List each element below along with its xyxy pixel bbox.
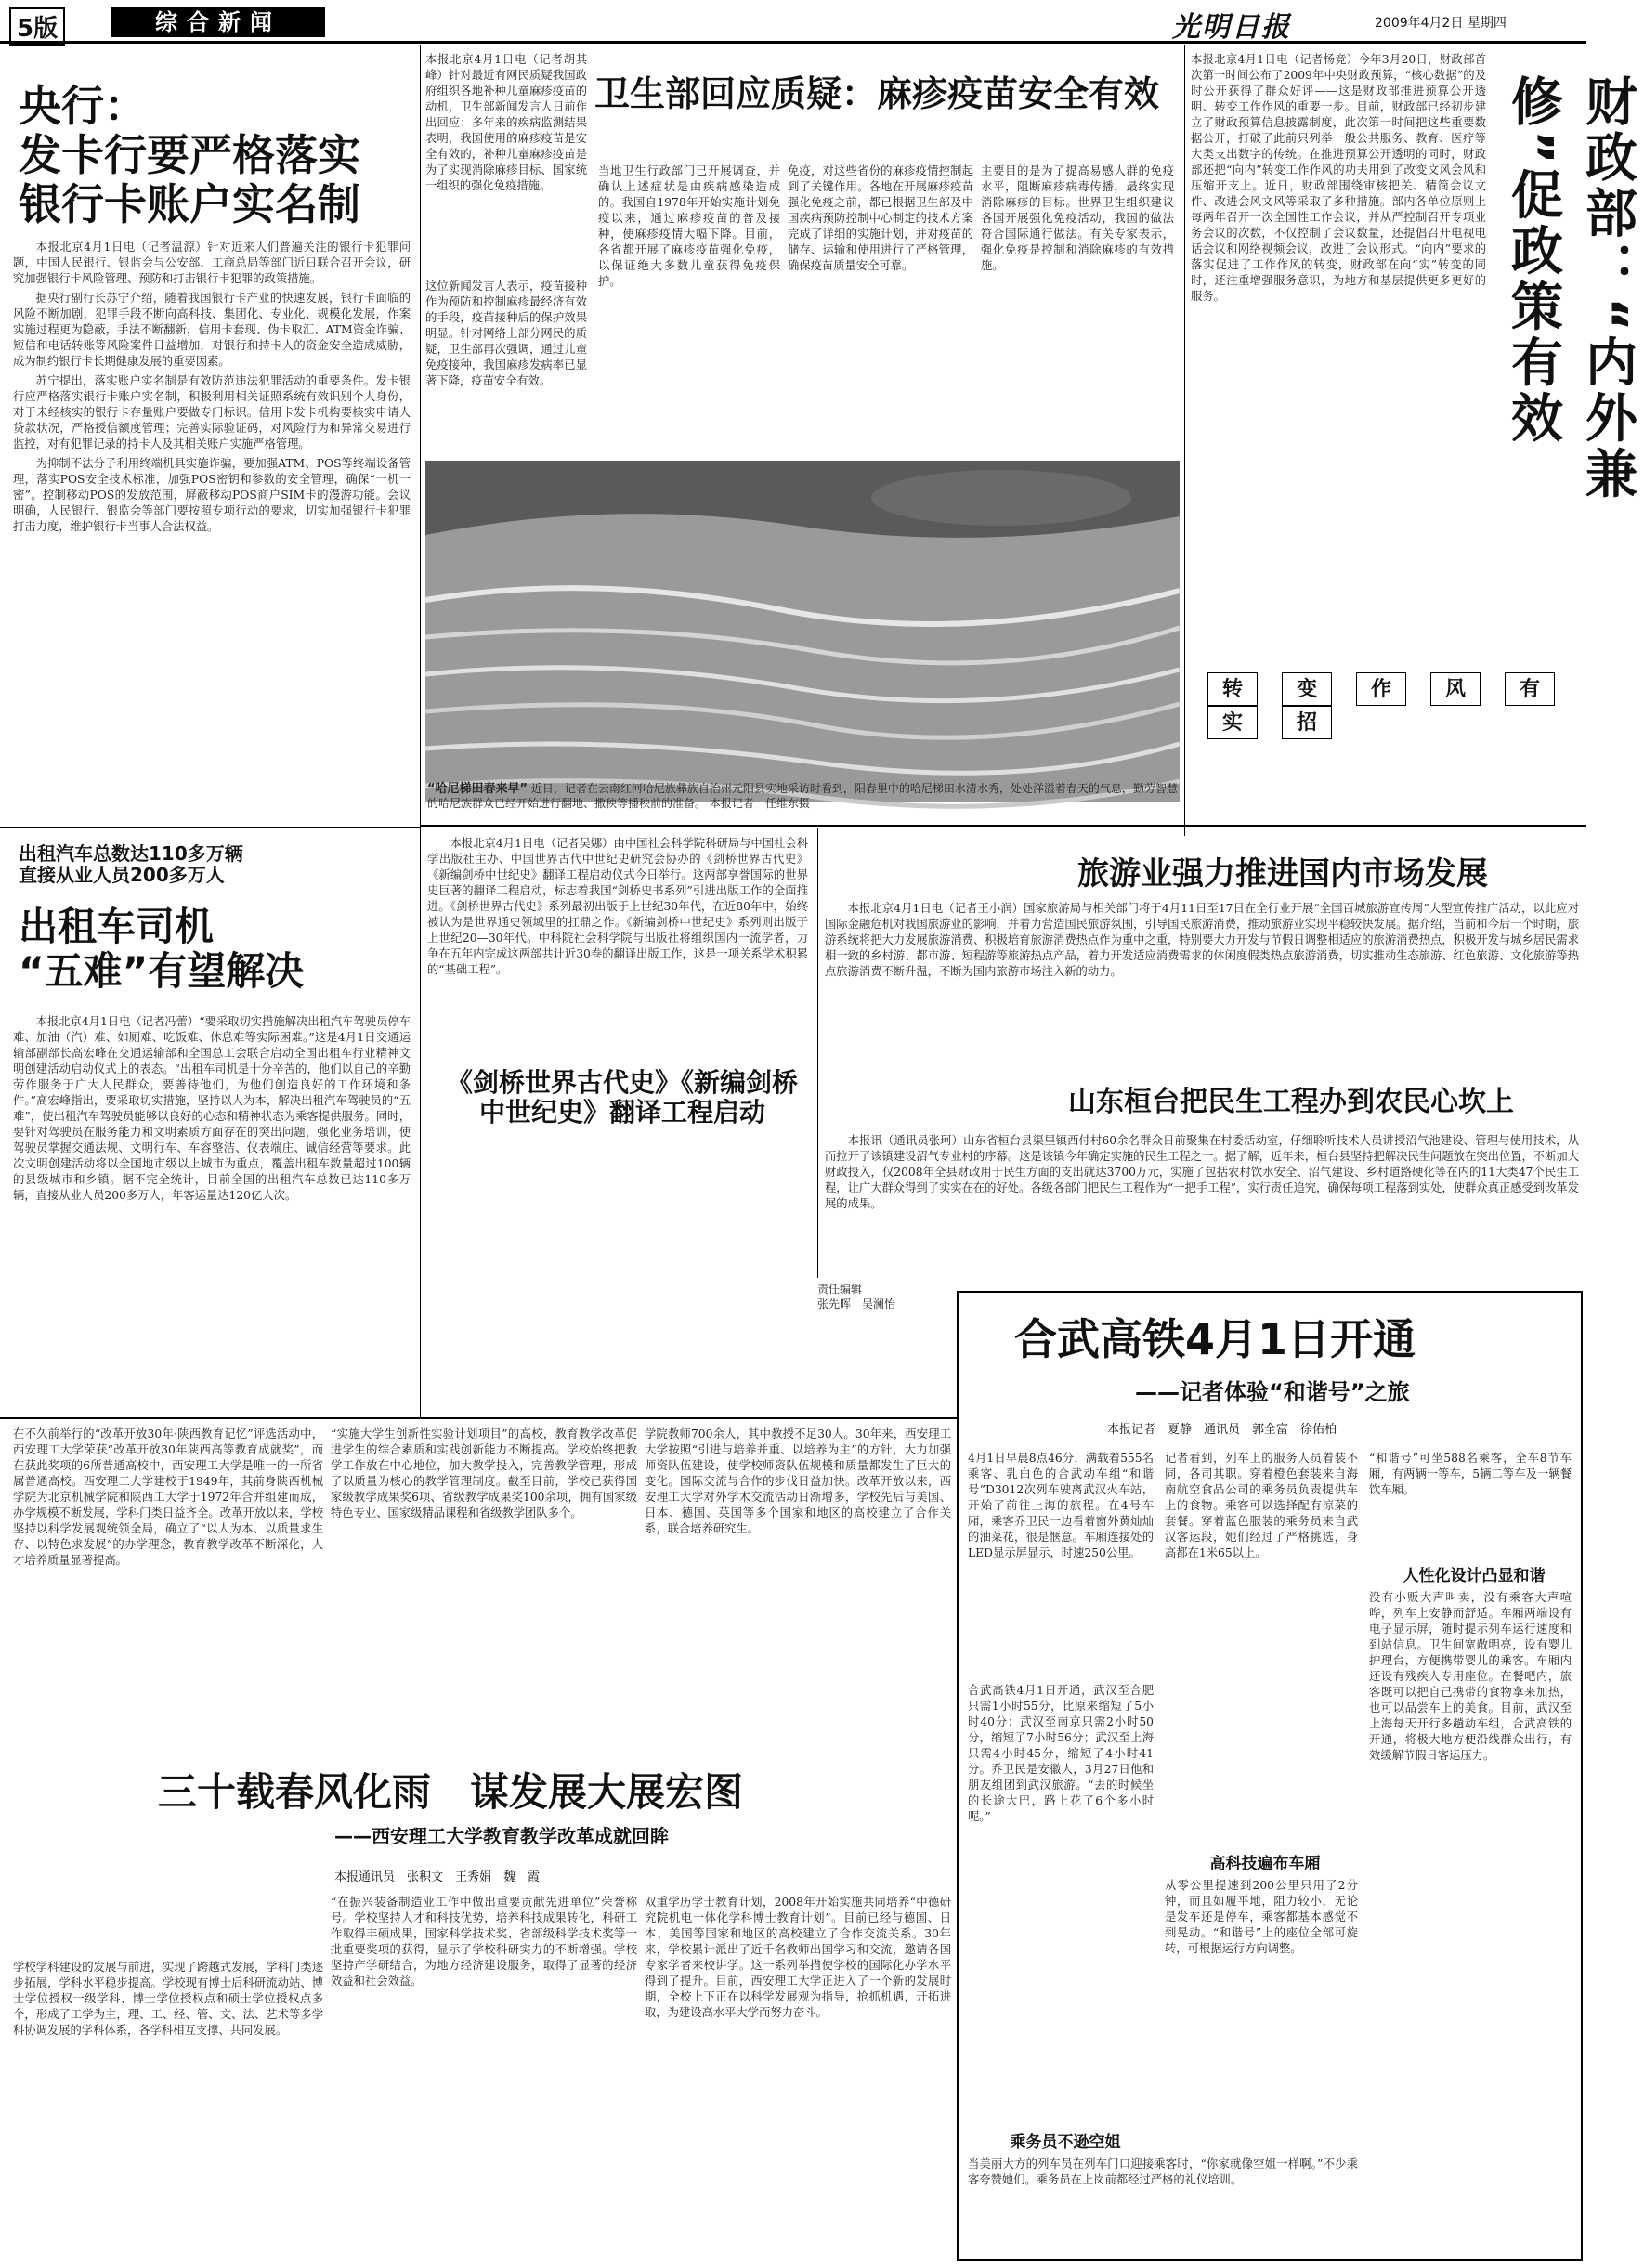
vertical-headline: 财政部：“内外兼修”促政策有效 xyxy=(1503,74,1637,502)
column-rule xyxy=(817,828,818,1278)
article-column: “和谐号”可坐588名乘客，全车8节车厢，有两辆一等车，5辆二等车及一辆餐饮车厢。 xyxy=(1369,1452,1572,1496)
section-subhead: 人性化设计凸显和谐 xyxy=(1403,1567,1546,1585)
tag-char: 作 xyxy=(1356,672,1406,706)
dateline xyxy=(1375,13,1507,32)
tag-char: 实 xyxy=(1207,706,1258,739)
subheadline: ——西安理工大学教育教学改革成就回眸 xyxy=(334,1825,669,1847)
terraced-fields-image xyxy=(425,461,1180,802)
tag-char: 变 xyxy=(1282,672,1332,706)
article-body: 本报北京4月1日电（记者冯蕾）“要采取切实措施解决出租汽车驾驶员停车难、加油（汽）难、如厕难、吃饭难、休息难等实际困难。”这是4月1日交通运输部副部长高宏峰在交通运输部和全国总工会联合启动全国出租车行业精神文明创建活动启动仪式上的表态。“出租车司机是十分辛苦的，他们以自己的辛勤劳作服务于广大人民群众，要善待他们，为他们创造良好的工作环境和条件。”高宏峰指出，要采取切实措施，坚持以人为本，解决出租汽车驾驶员的“五难”，使出租汽车驾驶员能够以良好的心态和精神状态为乘客提供服务。同时，要针对驾驶员在服务能力和文明素质方面存在的突出问题，强化业务培训，使驾驶员掌握交通法规、文明行车、车容整洁、仪表端庄、诚信经营等要求。此次文明创建活动将以全国地市级以上城市为重点，覆盖出租车数量超过100辆的县级城市和乡镇。据不完全统计，目前全国的出租汽车总数已达110多万辆，直接从业人员200多万人，年客运量达120亿人次。 xyxy=(13,1015,411,1202)
headline: 旅游业强力推进国内市场发展 xyxy=(1077,855,1488,893)
article-column: “在振兴装备制造业工作中做出重要贡献先进单位”荣誉称号。学校坚持人才和科技优势，培养科技成果转化，科研工作取得丰硕成果，国家科学技术奖、省部级科学技术奖等一批重要奖项的获得，显示了学校科研实力的不断增强。学校坚持产学研结合，为地方经济建设服务，取得了显著的经济效益和社会效益。 xyxy=(331,1896,637,1988)
article-column: 当地卫生行政部门已开展调查，并确认上述症状是由疾病感染造成的。我国自1978年开始实施计划免疫以来，通过麻疹疫苗的普及接种，使麻疹疫情大幅下降。目前，各省都开展了麻疹疫苗强化免疫，以保证绝大多数儿童获得免疫保护。 xyxy=(598,164,780,288)
editor-credit xyxy=(817,1282,947,1311)
date: 2009年4月2日 xyxy=(1375,16,1464,31)
kicker xyxy=(19,843,409,886)
headline-line: 银行卡账户实名制 xyxy=(19,178,360,229)
section-subhead: 乘务员不逊空姐 xyxy=(1010,2133,1121,2152)
paragraph: 据央行副行长苏宁介绍，随着我国银行卡产业的快速发展，银行卡面临的风险不断加剧，犯罪手段不断向高科技、集团化、专业化、规模化发展，作案实施过程更为隐蔽，手法不断翻新，信用卡套现、伪卡取汇、ATM资金诈骗、短信和电话转账等风险案件日益增加，对银行和持卡人的资金安全造成威胁，成为制约银行卡长期健康发展的重要因素。 xyxy=(13,292,411,368)
newspaper-logo: 光明日报 xyxy=(1172,11,1291,44)
tag-char: 风 xyxy=(1430,672,1481,706)
tag-char: 有 xyxy=(1505,672,1555,706)
column-rule xyxy=(1184,45,1185,836)
paragraph: 苏宁提出，落实账户实名制是有效防范违法犯罪活动的重要条件。发卡银行应严格落实银行卡账户实名制，积极利用相关证照系统有效识别个人身份，对于未经核实的银行卡存量账户要做专门标识。信用卡发卡机构要核实申请人贷款状况，严格授信额度管理；完善实际验证码，对风险行为和异常交易进行监控，对有犯罪记录的持卡人及其相关账户实施严格管理。 xyxy=(13,374,411,450)
headline-line: 央行： xyxy=(19,81,147,131)
section-rule xyxy=(420,825,1586,827)
byline: 本报记者 夏静 通讯员 郭全富 徐佑柏 xyxy=(1107,1423,1337,1437)
article-column: 学院教师700余人，其中教授不足30人。30年来，西安理工大学按照“引进与培养并重、以培养为主”的方针，大力加强师资队伍建设，使学校师资队伍规模和质量都发生了巨大的变化。国际交流与合作的步伐日益加快。改革开放以来，西安理工大学对外学术交流活动日渐增多，学校先后与美国、日本、德国、英国等多个国家和地区的高校建立了合作关系，联合培养研究生。 xyxy=(645,1427,951,1535)
article-body: 本报北京4月1日电（记者吴娜）由中国社会科学院科研局与中国社会科学出版社主办、中国世界古代中世纪史研究会协办的《剑桥世界古代史》《新编剑桥中世纪史》翻译工程启动仪式今日举行。这两部享誉国际的世界史巨著的翻译工程启动，标志着我国“剑桥史书系列”引进出版工作的全面推进。《剑桥世界古代史》系列最初出版于上世纪30年代，在近80年中，始终被认为是世界通史领域里的扛鼎之作。《新编剑桥中世纪史》系列则出版于上世纪20—30年代。中科院社会科学院与出版社将组织国内一流学者，力争在五年内完成这两部共计近30卷的翻译出版工作，这是一项关系学术积累的“基础工程”。 xyxy=(427,837,808,976)
article-column: 本报北京4月1日电（记者胡其峰）针对最近有网民质疑我国政府组织各地补种儿童麻疹疫苗的动机，卫生部新闻发言人日前作出回应：多年来的疾病监测结果表明，我国使用的麻疹疫苗是安全有效的，补种儿童麻疹疫苗是为了实现消除麻疹目标、国家统一组织的强化免疫措施。 xyxy=(425,53,587,192)
weekday: 星期四 xyxy=(1467,16,1507,31)
paragraph: 为抑制不法分子利用终端机具实施诈骗，要加强ATM、POS等终端设备管理，落实POS安全技术标准，加强POS密钥和参数的安全管理，确保“一机一密”。控制移动POS的发放范围，屏蔽移动POS商户SIM卡的漫游功能。会议明确，人民银行、银监会等部门要按照专项行动的要求，切实加强银行卡犯罪打击力度，维护银行卡当事人合法权益。 xyxy=(13,457,411,533)
headline: 山东桓台把民生工程办到农民心坎上 xyxy=(1068,1086,1514,1118)
headline: 合武高铁4月1日开通 xyxy=(1014,1314,1416,1364)
article-column: 从零公里提速到200公里只用了2分钟，而且如履平地，阻力较小，无论是发车还是停车，乘客都基本感觉不到晃动。“和谐号”上的座位全部可旋转，可根据运行方向调整。 xyxy=(1165,1879,1358,1955)
paragraph: 本报北京4月1日电（记者温源）针对近来人们普遍关注的银行卡犯罪问题，中国人民银行、银监会与公安部、工商总局等部门近日联合召开会议，研究加强银行卡风险管理、预防和打击银行卡犯罪的政策措施。 xyxy=(13,241,411,285)
section-rule xyxy=(0,1417,957,1419)
column-tag-strip xyxy=(1207,672,1579,739)
caption-text: 近日，记者在云南红河哈尼族彝族自治州元阳县实地采访时看到，阳春里中的哈尼梯田水清水秀，处处洋溢着春天的气息，勤劳智慧的哈尼族群众已经开始进行翻地、撒秧等播秧前的准备。 xyxy=(427,782,1178,810)
terrace-photo xyxy=(425,461,1180,802)
section-rule xyxy=(0,827,420,828)
tag-char: 招 xyxy=(1282,706,1332,739)
section-subhead: 高科技遍布车厢 xyxy=(1209,1855,1321,1873)
subheadline: ——记者体验“和谐号”之旅 xyxy=(1135,1379,1410,1405)
headline xyxy=(19,82,409,229)
article-body: 本报讯（通讯员张珂）山东省桓台县渠里镇西付村60余名群众日前聚集在村委活动室，仔细聆听技术人员讲授沼气池建设、管理与使用技术，从而拉开了该镇建设沼气专业村的序幕。这是该镇今年确定实施的民生工程之一。据了解，近年来，桓台县坚持把解决民生问题放在突出位置，不断加大财政投入，仅2008年全县财政用于民生方面的支出就达3700万元，实施了包括农村饮水安全、沼气建设、乡村道路硬化等在内的11大类47个民生工程，让广大群众得到了实实在在的好处。各级各部门把民生工程作为“一把手工程”，实行责任追究，确保每项工程落到实处，使群众真正感受到改革发展的成果。 xyxy=(825,1134,1579,1210)
article-column: 合武高铁4月1日开通，武汉至合肥只需1小时55分，比原来缩短了5小时40分；武汉至南京只需2小时50分，缩短了7小时56分；武汉至上海只需4小时45分，缩短了4小时41分。乔卫民是安徽人，3月27日他和朋友组团到武汉旅游。“去的时候坐的长途大巴，路上花了6个多小时呢。” xyxy=(968,1684,1154,1823)
headline-line: 发卡行要严格落实 xyxy=(19,129,360,180)
article-column: 当美丽大方的列车员在列车门口迎接乘客时，“你家就像空姐一样啊。”不少乘客夸赞她们。乘务员在上岗前都经过严格的礼仪培训。 xyxy=(968,2157,1358,2186)
edition-label: 5版 xyxy=(9,7,65,46)
headline-line: “五难”有望解决 xyxy=(19,948,305,995)
masthead xyxy=(0,0,1586,44)
headline: 《剑桥世界古代史》《新编剑桥中世纪史》翻译工程启动 xyxy=(446,1067,798,1128)
byline: 本报通讯员 张积文 王秀娟 魏 霞 xyxy=(334,1870,541,1884)
kicker-line: 出租汽车总数达110多万辆 xyxy=(19,842,243,865)
article-column: 双重学历学士教育计划，2008年开始实施共同培养“中德研究院机电一体化学科博士教育计划”。目前已经与德国、日本、美国等国家和地区的高校建立了合作交流关系。30年来，学校累计派出了近千名教师出国学习和交流，邀请各国专家学者来校讲学。这一系列举措使学校的国际化办学水平得到了提升。目前，西安理工大学正进入了一个新的发展时期，全校上下正在以科学发展观为指导，抢抓机遇，开拓进取，为建设高水平大学而努力奋斗。 xyxy=(645,1896,951,2019)
headline: 三十载春风化雨 谋发展大展宏图 xyxy=(158,1769,744,1815)
article-body: 本报北京4月1日电（记者杨竞）今年3月20日，财政部首次第一时间公布了2009年中央财政预算，“核心数据”的及时公开获得了群众好评——这是财政部推进预算公开透明、转变工作作风的重要一步。目前，财政部已经初步建立了财政预算信息披露制度，此次第一时间把这些重要数据公开，打破了此前只列举一般公共服务、教育、医疗等大类支出数字的传统。在推进预算公开透明的同时，财政部还把“向内”转变工作作风的功夫用到了改变文风会风和压缩开支上。近日，财政部围绕审核把关、精简会议文件、改进会风文风等采取了多种措施。部内各单位原则上每两年召开一次全国性工作会议，并从严控制召开专项业务会议的次数，不仅控制了会议数量，还提倡召开电视电话会议和网络视频会议，改进了会议形式。“向内”要求的落实促进了工作作风的转变，财政部在向“实”转变的同时，还注重增强服务意识，为地方和基层提供更多更好的服务。 xyxy=(1191,53,1486,303)
article-column: 这位新闻发言人表示，疫苗接种作为预防和控制麻疹最经济有效的手段，疫苗接种后的保护效果明显。针对网络上部分网民的质疑，卫生部再次强调，通过儿童免疫接种，我国麻疹发病率已显著下降，疫苗安全有效。 xyxy=(425,280,587,387)
photo-credit: 本报记者 任维东摄 xyxy=(709,797,810,810)
headline xyxy=(19,905,409,995)
article-column: 记者看到，列车上的服务人员着装不同，各司其职。穿着橙色套装来自海南航空食品公司的乘务员负责提供车上的食物。乘客可以选择配有凉菜的套餐。穿着蓝色服装的乘务员来自武汉客运段，她们经过了严格挑选，身高都在1米65以上。 xyxy=(1165,1452,1358,1559)
caption-title: “哈尼梯田春来早” xyxy=(427,782,528,796)
tag-char: 转 xyxy=(1207,672,1258,706)
editor-label: 责任编辑 xyxy=(817,1283,863,1296)
column-rule xyxy=(420,45,421,843)
article-high-speed-rail xyxy=(957,1291,1583,2261)
article-column: 学校学科建设的发展与前进，实现了跨越式发展，学科门类逐步拓展，学科水平稳步提高。学校现有博士后科研流动站、博士学位授权一级学科、博士学位授权点和硕士学位授权点多个，形成了工学为主，理、工、经、管、文、法、艺术等多学科协调发展的学科体系，各学科相互支撑、共同发展。 xyxy=(13,1961,323,2037)
kicker-line: 直接从业人员200多万人 xyxy=(19,864,225,886)
headline-line: 出租车司机 xyxy=(19,904,215,949)
article-column: “实施大学生创新性实验计划项目”的高校，教育教学改革促进学生的综合素质和实践创新能力不断提高。学校始终把教学工作放在中心地位，加大教学投入，完善教学管理，形成了以质量为核心的教学管理制度。截至目前，学校已获得国家级教学成果奖6项、省级教学成果奖100余项，拥有国家级特色专业、国家级精品课程和省级教学团队多个。 xyxy=(331,1427,637,1519)
editor-names: 张先晖 吴澜怡 xyxy=(817,1297,896,1310)
article-body: 本报北京4月1日电（记者王小润）国家旅游局与相关部门将于4月11日至17日在全行业开展“全国百城旅游宣传周”大型宣传推广活动，以此应对国际金融危机对我国旅游业的影响，并着力营造国民旅游氛围，引导国民旅游消费，推动旅游业实现平稳较快发展。据介绍，当前和今后一个时期，旅游系统将把大力发展旅游消费、积极培育旅游消费热点作为重中之重，特别要大力开发与节假日调整相适应的旅游消费热点，积极开发与城乡居民需求相一致的乡村游、都市游、短程游等旅游热点产品，着力开发适应消费需求的休闲度假类热点旅游消费，切实推动生态旅游、红色旅游、文化旅游等热点旅游消费不断升温，不断为国内旅游市场注入新的动力。 xyxy=(825,902,1579,978)
article-column: 在不久前举行的“改革开放30年·陕西教育记忆”评选活动中，西安理工大学荣获“改革开放30年陕西高等教育成就奖”，而在获此奖项的6所普通高校中，西安理工大学是唯一的一所省属普通高校。西安理工大学建校于1949年，其前身陕西机械学院为北京机械学院和陕西工大学于1972年合并组建而成，办学规模不断发展，学科门类日益齐全。改革开放以来，学校坚持以科学发展观统领全局，确立了“以人为本、以质量求生存、以特色求发展”的办学理念，教育教学改革不断深化，人才培养质量显著提高。 xyxy=(13,1427,323,1567)
photo-caption xyxy=(427,778,1180,811)
article-column: 免疫，对这些省份的麻疹疫情控制起到了关键作用。各地在开展麻疹疫苗强化免疫之前，都已根据卫生部及中国疾病预防控制中心制定的技术方案完成了详细的实施计划，并对疫苗的储存、运输和使用进行了严格管理，确保疫苗质量安全可靠。 xyxy=(788,164,973,272)
article-column: 没有小贩大声叫卖，没有乘客大声喧哗，列车上安静而舒适。车厢两端设有电子显示屏，随时提示列车运行速度和到站信息。卫生间宽敞明亮，设有婴儿护理台，方便携带婴儿的乘客。车厢内还设有残疾人专用座位。在餐吧内，旅客既可以把自己携带的食物拿来加热，也可以品尝车上的美食。目前，武汉至上海每天开行多趟动车组，合武高铁的开通，将极大地方便沿线群众出行，有效缓解节假日客运压力。 xyxy=(1369,1591,1572,1762)
headline: 卫生部回应质疑：麻疹疫苗安全有效 xyxy=(594,73,1160,114)
article-column: 主要目的是为了提高易感人群的免疫水平，阻断麻疹病毒传播，最终实现消除麻疹的目标。世界卫生组织建议各国开展强化免疫活动，我国的做法符合国际通行做法。有关专家表示，强化免疫是控制和消除麻疹的有效措施。 xyxy=(981,164,1174,272)
column-rule xyxy=(420,827,421,1417)
article-column: 4月1日早晨8点46分，满载着555名乘客、乳白色的合武动车组“和谐号”D3012次列车驶离武汉火车站，开始了前往上海的旅程。在4号车厢，乘客乔卫民一边看着窗外黄灿灿的油菜花，很是惬意。车厢连接处的LED显示屏显示，时速250公里。 xyxy=(968,1452,1154,1559)
article-body xyxy=(13,240,411,815)
section-title: 综合新闻 xyxy=(111,7,325,37)
